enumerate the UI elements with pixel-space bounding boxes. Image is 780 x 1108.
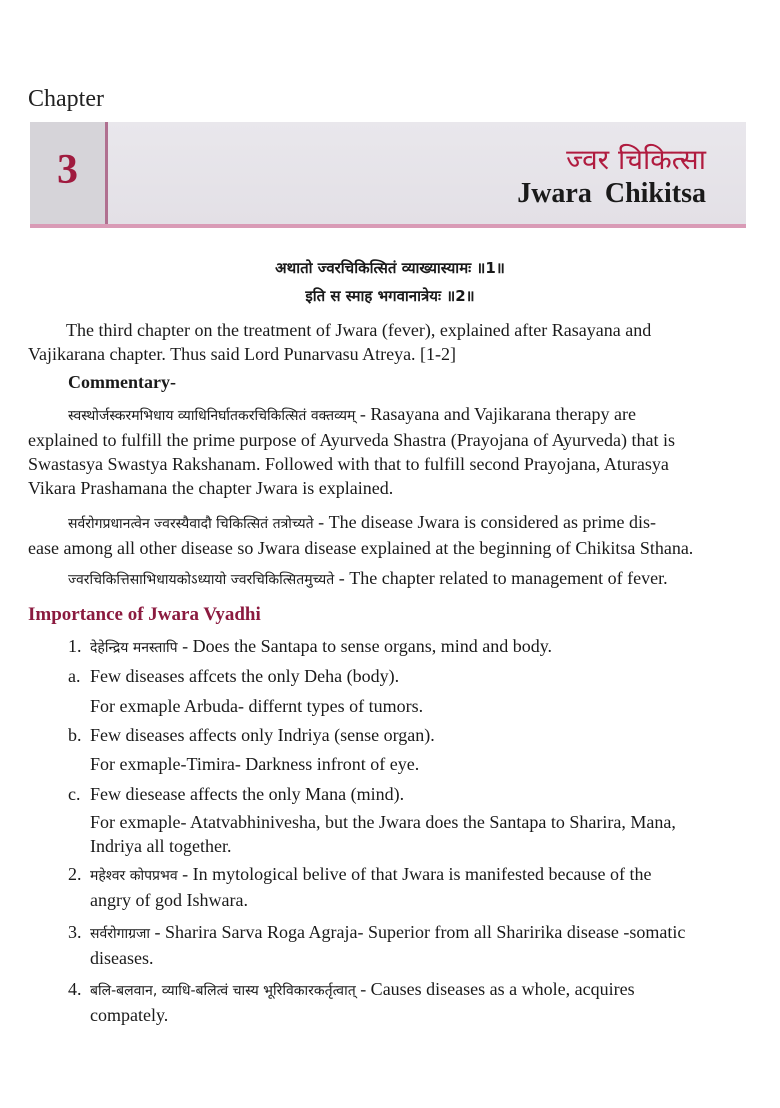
verse-2: इति स स्माह भगवानात्रेयः ॥2॥ <box>305 287 475 305</box>
commentary-text: - The disease Jwara is considered as prime dis- <box>313 512 656 532</box>
list-marker: a. <box>68 666 81 686</box>
commentary-text: Vikara Prashamana the chapter Jwara is explained. <box>28 478 394 498</box>
commentary-text: ease among all other disease so Jwara disease explained at the beginning of Chikitsa Sthana. <box>28 538 694 558</box>
sanskrit-phrase: ज्वरचिकित्तिसाभिधायकोऽध्यायो ज्वरचिकित्सितमुच्यते <box>68 572 335 588</box>
list-text: Few diesease affects the only Mana (mind). <box>90 784 405 804</box>
list-item-3 <box>68 920 748 970</box>
list-item-1 <box>68 632 748 662</box>
commentary-paragraph-2 <box>28 510 746 560</box>
list-text: compately. <box>90 1005 169 1025</box>
sanskrit-phrase: बलि-बलवान, व्याधि-बलित्वं चास्य भूरिविकारकर्तृत्वात् <box>90 983 356 999</box>
list-marker: b. <box>68 725 82 745</box>
sanskrit-phrase: स्वस्थोर्जस्करमभिधाय व्याधिनिर्घातकरचिकित्सितं वक्तव्यम् <box>68 408 356 424</box>
list-marker: 3. <box>68 922 82 942</box>
commentary-text: explained to fulfill the prime purpose of Ayurveda Shastra (Prayojana of Ayurveda) that is <box>28 430 676 450</box>
list-text: - In mytological belive of that Jwara is manifested because of the <box>177 864 652 884</box>
list-text: - Causes diseases as a whole, acquires <box>355 979 635 999</box>
list-text: diseases. <box>90 948 154 968</box>
sanskrit-phrase: महेश्वर कोपप्रभव <box>90 868 178 884</box>
chapter-number: 3 <box>57 147 78 193</box>
commentary-heading: Commentary- <box>68 372 176 392</box>
chapter-number-box <box>30 122 108 224</box>
example-line: Indriya all together. <box>90 836 232 856</box>
list-marker: 4. <box>68 979 82 999</box>
commentary-paragraph-3 <box>28 566 746 592</box>
verse-1: अथातो ज्वरचिकित्सितं व्याख्यास्यामः ॥1॥ <box>275 259 505 277</box>
commentary-paragraph-1 <box>28 402 746 500</box>
example-a: For exmaple Arbuda- differnt types of tumors. <box>90 696 424 716</box>
importance-heading: Importance of Jwara Vyadhi <box>28 604 261 625</box>
list-marker: 1. <box>68 636 82 656</box>
list-text: angry of god Ishwara. <box>90 890 248 910</box>
sanskrit-phrase: सर्वरोगाग्रजा <box>90 926 151 942</box>
intro-line-1: The third chapter on the treatment of Jwara (fever), explained after Rasayana and <box>66 320 652 340</box>
list-text: - Sharira Sarva Roga Agraja- Superior from all Sharirika disease -somatic <box>150 922 686 942</box>
chapter-label: Chapter <box>28 86 104 112</box>
chapter-banner <box>30 122 746 228</box>
commentary-text: - Rasayana and Vajikarana therapy are <box>355 404 636 424</box>
intro-line-2: Vajikarana chapter. Thus said Lord Punarvasu Atreya. [1-2] <box>28 344 457 364</box>
list-marker: c. <box>68 784 81 804</box>
sanskrit-phrase: सर्वरोगप्रधानत्वेन ज्वरस्यैवादौ चिकित्सितं तत्रोच्यते <box>68 516 314 532</box>
commentary-text: Swastasya Swastya Rakshanam. Followed with that to fulfill second Prayojana, Aturasya <box>28 454 669 474</box>
intro-paragraph <box>28 318 746 366</box>
list-item-c <box>68 780 748 808</box>
list-text: - Does the Santapa to sense organs, mind and body. <box>177 636 553 656</box>
list-text: Few diseases affcets the only Deha (body). <box>90 666 400 686</box>
list-item-a <box>68 662 748 690</box>
chapter-title-english: Jwara Chikitsa <box>517 178 706 209</box>
example-c <box>90 810 746 858</box>
sanskrit-phrase: देहेन्द्रिय मनस्तापि <box>90 640 178 656</box>
list-text: Few diseases affects only Indriya (sense organ). <box>90 725 435 745</box>
example-b: For exmaple-Timira- Darkness infront of eye. <box>90 754 420 774</box>
list-item-2 <box>68 862 748 912</box>
chapter-title-hindi: ज्वर चिकित्सा <box>566 143 706 176</box>
list-item-b <box>68 721 748 749</box>
commentary-text: - The chapter related to management of fever. <box>334 568 668 588</box>
example-line: For exmaple- Atatvabhinivesha, but the Jwara does the Santapa to Sharira, Mana, <box>90 812 676 832</box>
list-item-4 <box>68 977 748 1027</box>
list-marker: 2. <box>68 864 82 884</box>
